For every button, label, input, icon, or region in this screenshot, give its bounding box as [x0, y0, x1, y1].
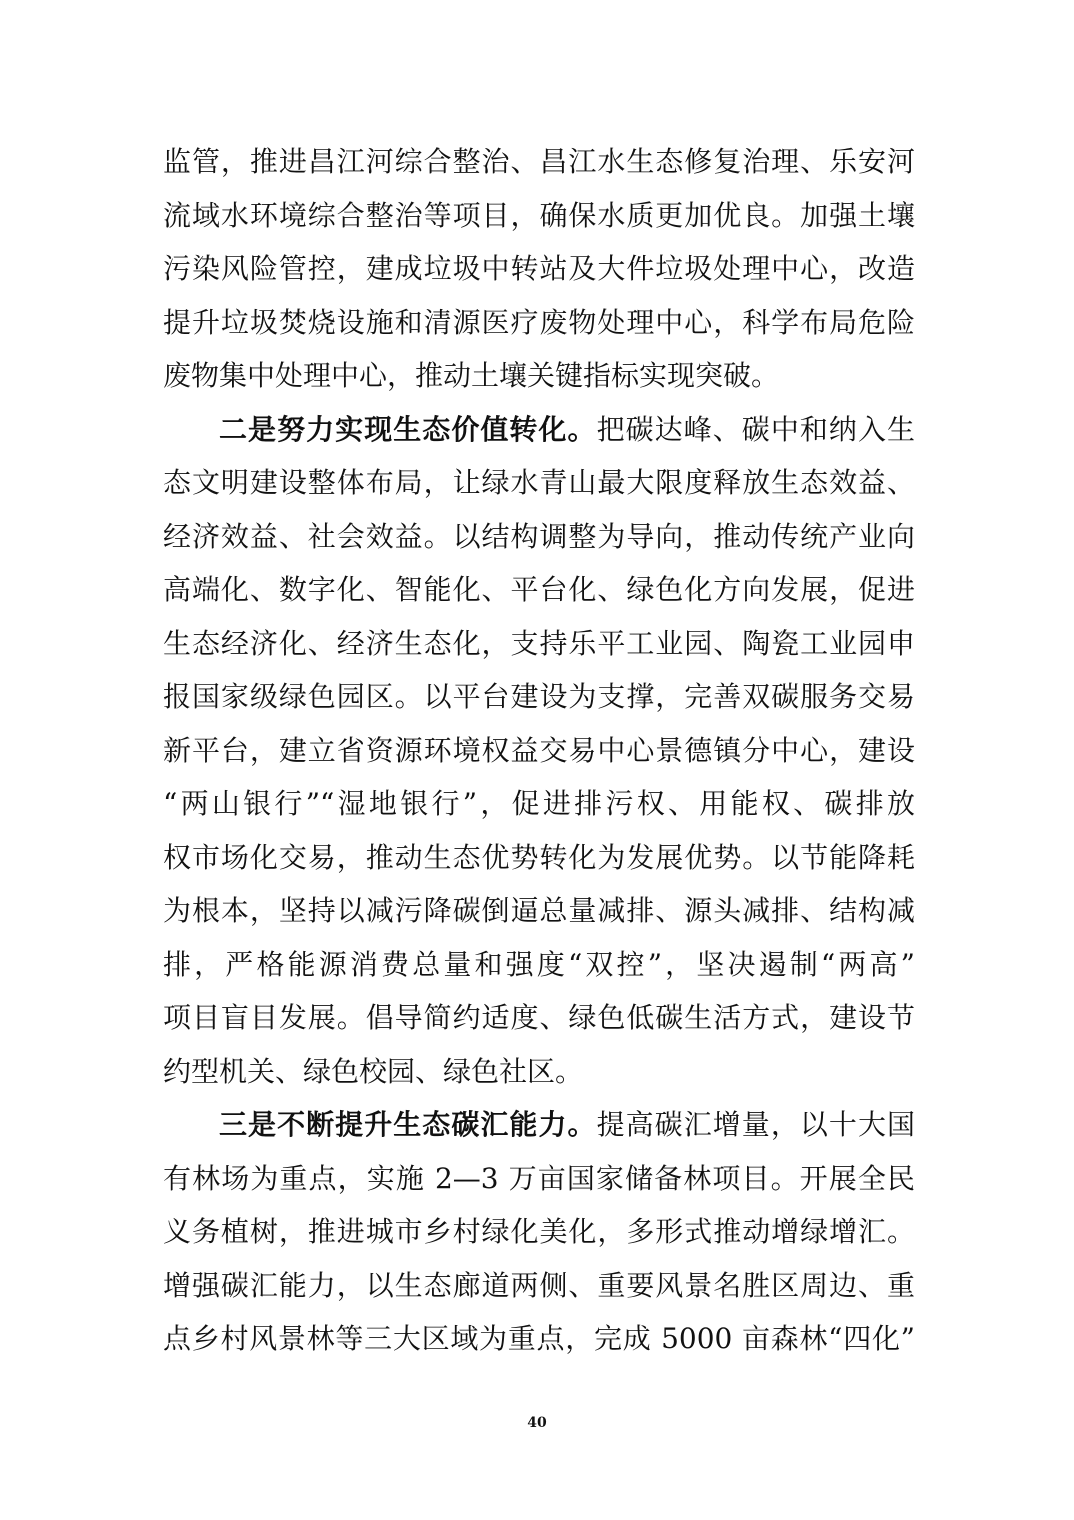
text-line: 提升垃圾焚烧设施和清源医疗废物处理中心，科学布局危险 [163, 305, 915, 339]
text-line: 生态经济化、经济生态化，支持乐平工业园、陶瓷工业园申 [163, 626, 915, 660]
text-line: 约型机关、绿色校园、绿色社区。 [163, 1054, 584, 1088]
text-line: 污染风险管控，建成垃圾中转站及大件垃圾处理中心，改造 [163, 252, 915, 285]
paragraph-carbon-sink [163, 1098, 915, 1366]
text-line: 增强碳汇能力，以生态廊道两侧、重要风景名胜区周边、重 [163, 1268, 915, 1302]
text-line: 态文明建设整体布局，让绿水青山最大限度释放生态效益、 [163, 466, 915, 499]
text-line: 点乡村风景林等三大区域为重点，完成 5000 亩森林“四化” [163, 1322, 915, 1355]
text-line: 监管，推进昌江河综合整治、昌江水生态修复治理、乐安河 [163, 145, 915, 178]
text-line: 报国家级绿色园区。以平台建设为支撑，完善双碳服务交易 [163, 680, 915, 713]
body-text [163, 135, 915, 1366]
paragraph-first-line-text: 提高碳汇增量，以十大国 [596, 1108, 915, 1141]
paragraph-ecological-value [163, 403, 915, 1099]
text-line: 排，严格能源消费总量和强度“双控”，坚决遏制“两高” [163, 947, 915, 981]
text-line: 流域水环境综合整治等项目，确保水质更加优良。加强土壤 [163, 198, 915, 232]
page-number: 40 [527, 1415, 547, 1431]
text-line: “两山银行”“湿地银行”，促进排污权、用能权、碳排放 [163, 787, 915, 820]
paragraph-lead-heading: 二是努力实现生态价值转化。 [219, 412, 597, 446]
text-line: 项目盲目发展。倡导简约适度、绿色低碳生活方式，建设节 [163, 1001, 915, 1034]
paragraph-first-line [163, 403, 915, 457]
text-line: 高端化、数字化、智能化、平台化、绿色化方向发展，促进 [163, 573, 915, 606]
text-line: 义务植树，推进城市乡村绿化美化，多形式推动增绿增汇。 [163, 1215, 915, 1248]
text-line: 权市场化交易，推动生态优势转化为发展优势。以节能降耗 [163, 840, 915, 874]
paragraph-water-soil [163, 135, 915, 403]
text-line: 有林场为重点，实施 2—3 万亩国家储备林项目。开展全民 [163, 1161, 915, 1195]
text-line: 为根本，坚持以减污降碳倒逼总量减排、源头减排、结构减 [163, 894, 915, 927]
text-line: 新平台，建立省资源环境权益交易中心景德镇分中心，建设 [163, 733, 915, 767]
text-line: 废物集中处理中心，推动土壤关键指标实现突破。 [163, 359, 780, 392]
paragraph-lead-heading: 三是不断提升生态碳汇能力。 [219, 1108, 597, 1141]
paragraph-first-line-text: 把碳达峰、碳中和纳入生 [596, 412, 915, 446]
paragraph-first-line [163, 1098, 915, 1152]
text-line: 经济效益、社会效益。以结构调整为导向，推动传统产业向 [163, 519, 915, 553]
